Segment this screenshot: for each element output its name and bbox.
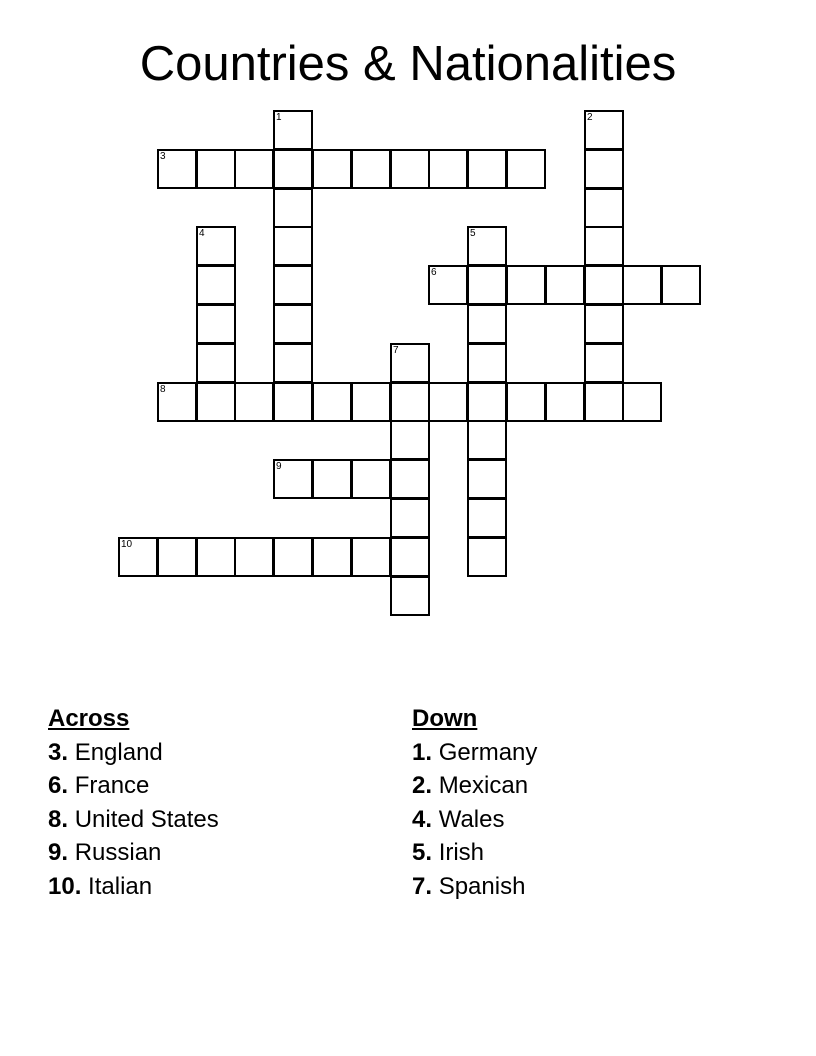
grid-cell[interactable]	[545, 382, 585, 422]
clue-across-8	[48, 803, 219, 837]
clue-number: 5.	[412, 839, 433, 866]
clue-number-label: 5	[470, 228, 476, 239]
grid-cell[interactable]	[467, 498, 507, 538]
grid-cell[interactable]	[157, 537, 197, 577]
grid-cell[interactable]	[196, 382, 236, 422]
grid-cell[interactable]	[351, 149, 391, 189]
grid-cell[interactable]	[584, 304, 624, 344]
grid-cell[interactable]	[506, 265, 546, 305]
grid-cell[interactable]	[273, 382, 313, 422]
clue-number-label: 6	[431, 267, 437, 278]
grid-cell[interactable]	[196, 265, 236, 305]
grid-cell[interactable]	[157, 382, 197, 422]
clue-number: 6.	[48, 772, 69, 799]
grid-cell[interactable]	[622, 382, 662, 422]
clue-number: 3.	[48, 738, 69, 766]
grid-cell[interactable]	[661, 265, 701, 305]
grid-cell[interactable]	[467, 420, 507, 460]
grid-cell[interactable]	[273, 537, 313, 577]
down-heading: Down	[412, 705, 478, 732]
grid-cell[interactable]	[273, 265, 313, 305]
clue-text: Mexican	[438, 772, 529, 799]
grid-cell[interactable]	[234, 149, 274, 189]
grid-cell[interactable]	[273, 188, 313, 228]
grid-cell[interactable]	[584, 265, 624, 305]
clue-text: Russian	[74, 839, 162, 866]
clue-number: 4.	[412, 805, 433, 833]
across-heading: Across	[48, 705, 130, 732]
grid-cell[interactable]	[506, 382, 546, 422]
grid-cell[interactable]	[506, 149, 546, 189]
grid-cell[interactable]	[196, 149, 236, 189]
clue-text: Wales	[438, 805, 505, 833]
grid-cell[interactable]	[428, 265, 468, 305]
clue-number: 9.	[48, 839, 69, 866]
grid-cell[interactable]	[234, 537, 274, 577]
clue-number: 7.	[412, 872, 433, 900]
clue-number-label: 3	[160, 151, 166, 162]
clue-text: Irish	[438, 839, 485, 866]
grid-cell[interactable]	[196, 537, 236, 577]
grid-cell[interactable]	[351, 382, 391, 422]
puzzle-title: Countries & Nationalities	[139, 37, 677, 91]
grid-cell[interactable]	[273, 149, 313, 189]
across-clues	[48, 702, 219, 903]
grid-cell[interactable]	[545, 265, 585, 305]
grid-cell[interactable]	[196, 226, 236, 266]
grid-cell[interactable]	[428, 149, 468, 189]
grid-cell[interactable]	[390, 576, 430, 616]
grid-cell[interactable]	[312, 382, 352, 422]
grid-cell[interactable]	[351, 459, 391, 499]
grid-cell[interactable]	[312, 537, 352, 577]
grid-cell[interactable]	[467, 265, 507, 305]
grid-cell[interactable]	[273, 459, 313, 499]
clue-number: 8.	[48, 805, 69, 833]
grid-cell[interactable]	[584, 343, 624, 383]
clue-number: 1.	[412, 738, 433, 766]
clue-down-1	[412, 736, 537, 770]
grid-cell[interactable]	[273, 226, 313, 266]
grid-cell[interactable]	[390, 343, 430, 383]
grid-cell[interactable]	[351, 537, 391, 577]
grid-cell[interactable]	[312, 149, 352, 189]
clue-number-label: 9	[276, 461, 282, 472]
grid-cell[interactable]	[467, 226, 507, 266]
grid-cell[interactable]	[390, 498, 430, 538]
clue-number-label: 1	[276, 112, 282, 123]
grid-cell[interactable]	[390, 537, 430, 577]
clue-down-7	[412, 870, 537, 904]
grid-cell[interactable]	[118, 537, 158, 577]
clue-down-5	[412, 836, 537, 870]
grid-cell[interactable]	[390, 382, 430, 422]
grid-cell[interactable]	[312, 459, 352, 499]
grid-cell[interactable]	[157, 149, 197, 189]
grid-cell[interactable]	[584, 382, 624, 422]
grid-cell[interactable]	[467, 459, 507, 499]
clue-number: 2.	[412, 772, 433, 799]
down-clues	[412, 702, 537, 903]
clue-across-9	[48, 836, 219, 870]
clue-across-3	[48, 736, 219, 770]
clue-number-label: 10	[121, 539, 133, 550]
clue-across-6	[48, 769, 219, 803]
clue-text: Italian	[88, 872, 153, 900]
clue-text: Spanish	[438, 872, 526, 900]
clue-number-label: 7	[393, 345, 399, 356]
clue-text: Germany	[438, 738, 538, 766]
grid-cell[interactable]	[390, 149, 430, 189]
clue-number-label: 8	[160, 384, 166, 395]
grid-cell[interactable]	[584, 226, 624, 266]
grid-cell[interactable]	[584, 110, 624, 150]
clue-text: England	[74, 738, 163, 766]
grid-cell[interactable]	[584, 149, 624, 189]
grid-cell[interactable]	[196, 304, 236, 344]
grid-cell[interactable]	[467, 149, 507, 189]
grid-cell[interactable]	[428, 382, 468, 422]
grid-cell[interactable]	[467, 537, 507, 577]
clue-text: United States	[74, 805, 219, 833]
clue-number: 10.	[48, 872, 82, 900]
grid-cell[interactable]	[273, 304, 313, 344]
clue-down-4	[412, 803, 537, 837]
grid-cell[interactable]	[390, 420, 430, 460]
grid-cell[interactable]	[273, 343, 313, 383]
clue-text: France	[74, 772, 150, 799]
grid-cell[interactable]	[273, 110, 313, 150]
clue-number-label: 2	[587, 112, 593, 123]
grid-cell[interactable]	[390, 459, 430, 499]
grid-cell[interactable]	[467, 382, 507, 422]
grid-cell[interactable]	[234, 382, 274, 422]
grid-cell[interactable]	[467, 343, 507, 383]
grid-cell[interactable]	[584, 188, 624, 228]
clue-number-label: 4	[199, 228, 205, 239]
clue-across-10	[48, 870, 219, 904]
grid-cell[interactable]	[622, 265, 662, 305]
grid-cell[interactable]	[196, 343, 236, 383]
clue-down-2	[412, 769, 537, 803]
grid-cell[interactable]	[467, 304, 507, 344]
